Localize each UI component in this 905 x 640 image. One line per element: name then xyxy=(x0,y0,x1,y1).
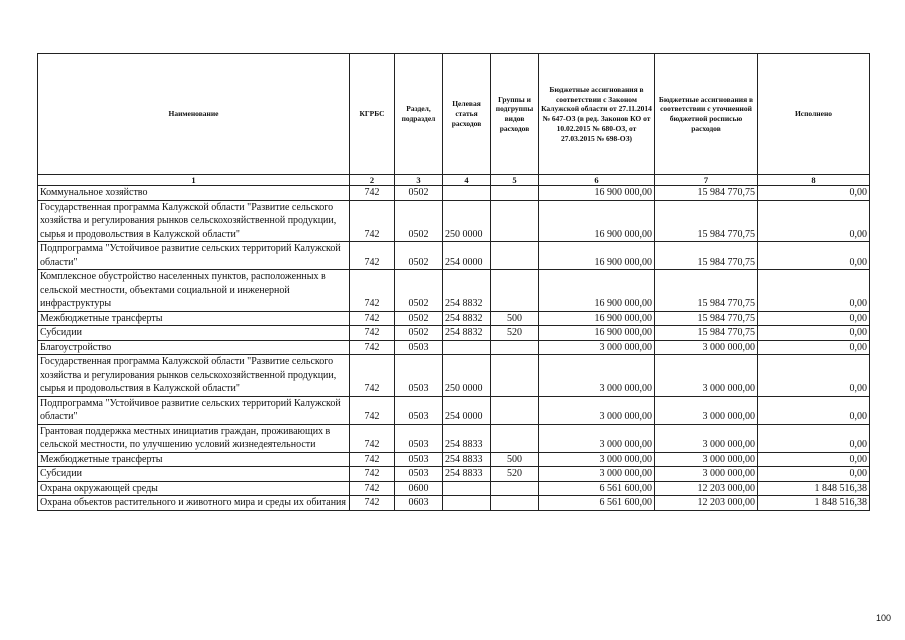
row-refined-appropriations: 12 203 000,00 xyxy=(655,481,758,496)
column-number: 5 xyxy=(491,175,539,186)
row-kgrbs: 742 xyxy=(350,242,395,270)
row-target-article: 250 0000 xyxy=(443,355,491,397)
column-number-row xyxy=(38,175,870,186)
row-kgrbs: 742 xyxy=(350,424,395,452)
row-law-appropriations: 16 900 000,00 xyxy=(539,186,655,201)
row-name: Охрана объектов растительного и животного мира и среды их обитания xyxy=(38,496,350,511)
table-row xyxy=(38,452,870,467)
row-refined-appropriations: 15 984 770,75 xyxy=(655,242,758,270)
row-expense-group xyxy=(491,481,539,496)
row-expense-group xyxy=(491,270,539,312)
row-section: 0600 xyxy=(395,481,443,496)
row-expense-group: 520 xyxy=(491,326,539,341)
row-executed: 0,00 xyxy=(758,452,870,467)
column-number: 2 xyxy=(350,175,395,186)
row-name: Комплексное обустройство населенных пунктов, расположенных в сельской местности, объектами социальной и инженерной инфраструктуры xyxy=(38,270,350,312)
header-law-appropriations: Бюджетные ассигнования в соответствии с Законом Калужской области от 27.11.2014 № 647-ОЗ (в ред. Законов КО от 10.02.2015 № 680-ОЗ, от 27.03.2015 № 698-ОЗ) xyxy=(539,54,655,175)
row-target-article xyxy=(443,481,491,496)
row-refined-appropriations: 15 984 770,75 xyxy=(655,311,758,326)
row-section: 0502 xyxy=(395,311,443,326)
row-executed: 0,00 xyxy=(758,424,870,452)
row-law-appropriations: 16 900 000,00 xyxy=(539,326,655,341)
row-law-appropriations: 16 900 000,00 xyxy=(539,242,655,270)
table-row xyxy=(38,424,870,452)
table-row xyxy=(38,311,870,326)
row-expense-group xyxy=(491,186,539,201)
row-kgrbs: 742 xyxy=(350,467,395,482)
row-executed: 0,00 xyxy=(758,311,870,326)
row-name: Государственная программа Калужской области "Развитие сельского хозяйства и регулирования рынков сельскохозяйственной продукции, сырья и продовольствия в Калужской области" xyxy=(38,355,350,397)
row-kgrbs: 742 xyxy=(350,311,395,326)
header-section: Раздел, подраздел xyxy=(395,54,443,175)
row-law-appropriations: 16 900 000,00 xyxy=(539,270,655,312)
row-executed: 1 848 516,38 xyxy=(758,481,870,496)
row-expense-group xyxy=(491,424,539,452)
row-executed: 0,00 xyxy=(758,242,870,270)
row-target-article: 254 8832 xyxy=(443,270,491,312)
row-name: Коммунальное хозяйство xyxy=(38,186,350,201)
row-executed: 0,00 xyxy=(758,326,870,341)
row-name: Межбюджетные трансферты xyxy=(38,311,350,326)
table-body xyxy=(38,186,870,511)
column-number: 6 xyxy=(539,175,655,186)
row-section: 0502 xyxy=(395,270,443,312)
row-refined-appropriations: 15 984 770,75 xyxy=(655,200,758,242)
row-expense-group: 520 xyxy=(491,467,539,482)
column-number: 8 xyxy=(758,175,870,186)
row-law-appropriations: 3 000 000,00 xyxy=(539,452,655,467)
row-law-appropriations: 3 000 000,00 xyxy=(539,355,655,397)
row-executed: 0,00 xyxy=(758,355,870,397)
table-row xyxy=(38,496,870,511)
row-law-appropriations: 16 900 000,00 xyxy=(539,200,655,242)
column-number: 7 xyxy=(655,175,758,186)
row-section: 0503 xyxy=(395,396,443,424)
row-target-article: 254 8832 xyxy=(443,326,491,341)
row-executed: 0,00 xyxy=(758,340,870,355)
page-number: 100 xyxy=(875,613,891,623)
header-name: Наименование xyxy=(38,54,350,175)
row-law-appropriations: 3 000 000,00 xyxy=(539,424,655,452)
row-refined-appropriations: 3 000 000,00 xyxy=(655,396,758,424)
row-executed: 0,00 xyxy=(758,270,870,312)
row-section: 0503 xyxy=(395,467,443,482)
table-row xyxy=(38,481,870,496)
row-kgrbs: 742 xyxy=(350,326,395,341)
budget-table xyxy=(37,53,870,511)
row-name: Государственная программа Калужской области "Развитие сельского хозяйства и регулирования рынков сельскохозяйственной продукции, сырья и продовольствия в Калужской области" xyxy=(38,200,350,242)
row-section: 0502 xyxy=(395,242,443,270)
row-name: Субсидии xyxy=(38,467,350,482)
row-section: 0503 xyxy=(395,355,443,397)
row-expense-group xyxy=(491,355,539,397)
row-section: 0502 xyxy=(395,186,443,201)
column-number: 4 xyxy=(443,175,491,186)
row-refined-appropriations: 3 000 000,00 xyxy=(655,355,758,397)
row-law-appropriations: 16 900 000,00 xyxy=(539,311,655,326)
row-executed: 1 848 516,38 xyxy=(758,496,870,511)
row-law-appropriations: 6 561 600,00 xyxy=(539,481,655,496)
row-law-appropriations: 3 000 000,00 xyxy=(539,467,655,482)
table-row xyxy=(38,467,870,482)
row-section: 0502 xyxy=(395,200,443,242)
row-target-article: 254 8833 xyxy=(443,467,491,482)
header-row xyxy=(38,54,870,175)
row-executed: 0,00 xyxy=(758,396,870,424)
row-target-article: 254 8833 xyxy=(443,452,491,467)
row-section: 0503 xyxy=(395,340,443,355)
row-name: Охрана окружающей среды xyxy=(38,481,350,496)
table-row xyxy=(38,355,870,397)
table-row xyxy=(38,340,870,355)
row-name: Благоустройство xyxy=(38,340,350,355)
header-target-article: Целевая статья расходов xyxy=(443,54,491,175)
table-row xyxy=(38,186,870,201)
row-target-article xyxy=(443,186,491,201)
row-kgrbs: 742 xyxy=(350,355,395,397)
row-refined-appropriations: 15 984 770,75 xyxy=(655,186,758,201)
row-section: 0502 xyxy=(395,326,443,341)
row-target-article: 254 0000 xyxy=(443,242,491,270)
table-row xyxy=(38,200,870,242)
row-kgrbs: 742 xyxy=(350,270,395,312)
row-expense-group xyxy=(491,200,539,242)
row-kgrbs: 742 xyxy=(350,186,395,201)
row-target-article: 254 0000 xyxy=(443,396,491,424)
row-refined-appropriations: 12 203 000,00 xyxy=(655,496,758,511)
table-row xyxy=(38,270,870,312)
row-refined-appropriations: 3 000 000,00 xyxy=(655,340,758,355)
row-kgrbs: 742 xyxy=(350,396,395,424)
table-row xyxy=(38,326,870,341)
row-name: Подпрограмма "Устойчивое развитие сельских территорий Калужской области" xyxy=(38,396,350,424)
header-executed: Исполнено xyxy=(758,54,870,175)
row-name: Подпрограмма "Устойчивое развитие сельских территорий Калужской области" xyxy=(38,242,350,270)
row-kgrbs: 742 xyxy=(350,452,395,467)
row-kgrbs: 742 xyxy=(350,340,395,355)
row-law-appropriations: 3 000 000,00 xyxy=(539,340,655,355)
row-name: Субсидии xyxy=(38,326,350,341)
row-expense-group xyxy=(491,340,539,355)
header-kgrbs: КГРБС xyxy=(350,54,395,175)
column-number: 1 xyxy=(38,175,350,186)
row-expense-group xyxy=(491,396,539,424)
row-law-appropriations: 3 000 000,00 xyxy=(539,396,655,424)
row-expense-group: 500 xyxy=(491,452,539,467)
row-executed: 0,00 xyxy=(758,186,870,201)
row-refined-appropriations: 3 000 000,00 xyxy=(655,452,758,467)
header-refined-appropriations: Бюджетные ассигнования в соответствии с уточненной бюджетной росписью расходов xyxy=(655,54,758,175)
row-section: 0503 xyxy=(395,424,443,452)
row-target-article xyxy=(443,496,491,511)
row-kgrbs: 742 xyxy=(350,496,395,511)
table-row xyxy=(38,242,870,270)
row-kgrbs: 742 xyxy=(350,200,395,242)
row-name: Грантовая поддержка местных инициатив граждан, проживающих в сельской местности, по улучшению условий жизнедеятельности xyxy=(38,424,350,452)
row-refined-appropriations: 15 984 770,75 xyxy=(655,326,758,341)
row-expense-group: 500 xyxy=(491,311,539,326)
row-expense-group xyxy=(491,496,539,511)
row-section: 0503 xyxy=(395,452,443,467)
row-section: 0603 xyxy=(395,496,443,511)
row-target-article xyxy=(443,340,491,355)
row-target-article: 254 8833 xyxy=(443,424,491,452)
row-refined-appropriations: 15 984 770,75 xyxy=(655,270,758,312)
row-refined-appropriations: 3 000 000,00 xyxy=(655,424,758,452)
row-name: Межбюджетные трансферты xyxy=(38,452,350,467)
row-expense-group xyxy=(491,242,539,270)
row-executed: 0,00 xyxy=(758,467,870,482)
column-number: 3 xyxy=(395,175,443,186)
row-refined-appropriations: 3 000 000,00 xyxy=(655,467,758,482)
row-law-appropriations: 6 561 600,00 xyxy=(539,496,655,511)
row-target-article: 254 8832 xyxy=(443,311,491,326)
table-row xyxy=(38,396,870,424)
header-expense-group: Группы и подгруппы видов расходов xyxy=(491,54,539,175)
row-executed: 0,00 xyxy=(758,200,870,242)
row-target-article: 250 0000 xyxy=(443,200,491,242)
row-kgrbs: 742 xyxy=(350,481,395,496)
